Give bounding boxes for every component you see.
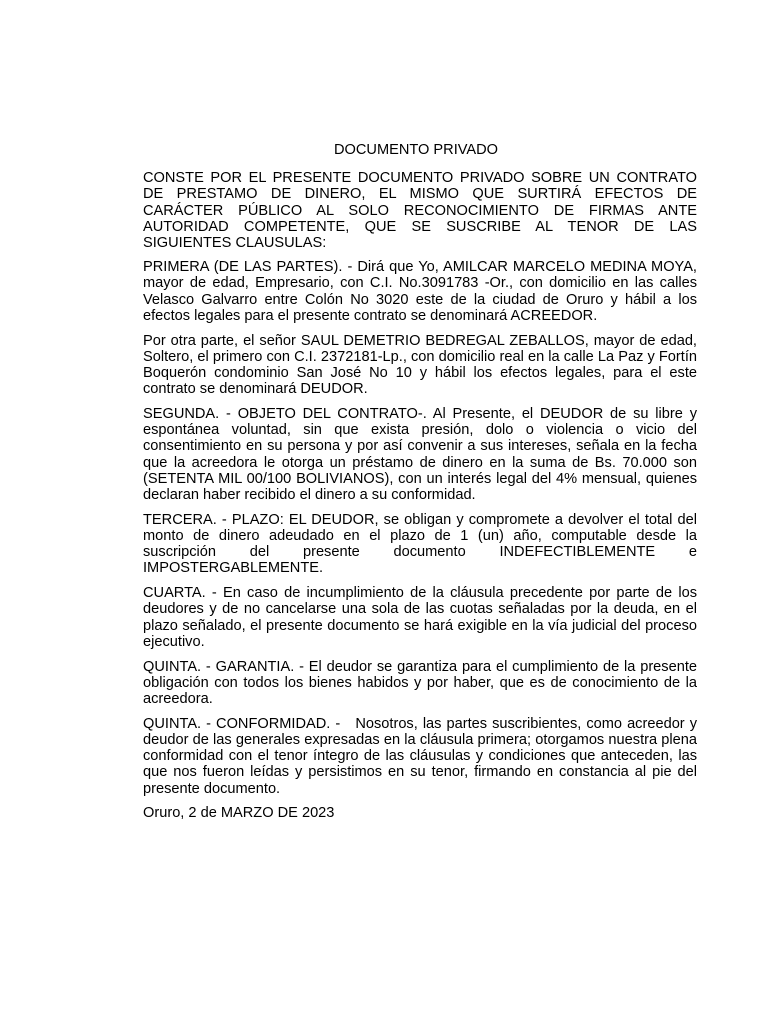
place-and-date: Oruro, 2 de MARZO DE 2023 <box>143 805 335 822</box>
clause-primera-paragraph: PRIMERA (DE LAS PARTES). - Dirá que Yo, AMILCAR MARCELO MEDINA MOYA, mayor de edad, Empresario, con C.I. No.3091783 -Or., con domicilio en las calles Velasco Galvarro entre Colón No 3020 este de la ciudad de Oruro y hábil a los efectos legales para el presente contrato se denominará ACREEDOR. <box>143 259 697 324</box>
clause-quinta-conformidad-paragraph: QUINTA. - CONFORMIDAD. - Nosotros, las partes suscribientes, como acreedor y deudor de las generales expresadas en la cláusula primera; otorgamos nuestra plena conformidad con el tenor íntegro de las cláusulas y condiciones que anteceden, las que nos fueron leídas y persistimos en su tenor, firmando en constancia al pie del presente documento. <box>143 715 702 797</box>
document-body <box>143 142 702 822</box>
clause-cuarta-paragraph: CUARTA. - En caso de incumplimiento de la cláusula precedente por parte de los deudores y de no cancelarse una sola de las cuotas señaladas por la deuda, en el plazo señalado, el presente documento se hará exigible en la vía judicial del proceso ejecutivo. <box>143 585 697 650</box>
clause-segunda-paragraph: SEGUNDA. - OBJETO DEL CONTRATO-. Al Presente, el DEUDOR de su libre y espontánea voluntad, sin que exista presión, dolo o violencia o vicio del consentimiento en su persona y por así convenir a sus intereses, señala en la fecha que la acreedora le otorga un préstamo de dinero en la suma de Bs. 70.000 son (SETENTA MIL 00/100 BOLIVIANOS), con un interés legal del 4% mensual, quienes declaran haber recibido el dinero a su conformidad. <box>143 406 697 504</box>
clause-quinta-garantia-paragraph: QUINTA. - GARANTIA. - El deudor se garantiza para el cumplimiento de la presente obligación con todos los bienes habidos y por haber, que es de conocimiento de la acreedora. <box>143 658 697 708</box>
clause-tercera-paragraph: TERCERA. - PLAZO: EL DEUDOR, se obligan y compromete a devolver el total del monto de dinero adeudado en el plazo de 1 (un) año, computable desde la suscripción del presente documento INDEFECTIBLEMENTE e IMPOSTERGABLEMENTE. <box>143 511 697 577</box>
second-party-paragraph: Por otra parte, el señor SAUL DEMETRIO BEDREGAL ZEBALLOS, mayor de edad, Soltero, el primero con C.I. 2372181-Lp., con domicilio real en la calle La Paz y Fortín Boquerón condominio San José No 10 y hábil los efectos legales, para el este contrato se denominará DEUDOR. <box>143 332 697 398</box>
intro-paragraph: CONSTE POR EL PRESENTE DOCUMENTO PRIVADO SOBRE UN CONTRATO DE PRESTAMO DE DINERO, EL MISMO QUE SURTIRÁ EFECTOS DE CARÁCTER PÚBLICO AL SOLO RECONOCIMIENTO DE FIRMAS ANTE AUTORIDAD COMPETENTE, QUE SE SUSCRIBE AL TENOR DE LAS SIGUIENTES CLAUSULAS: <box>143 170 697 252</box>
document-title: DOCUMENTO PRIVADO <box>333 142 499 158</box>
